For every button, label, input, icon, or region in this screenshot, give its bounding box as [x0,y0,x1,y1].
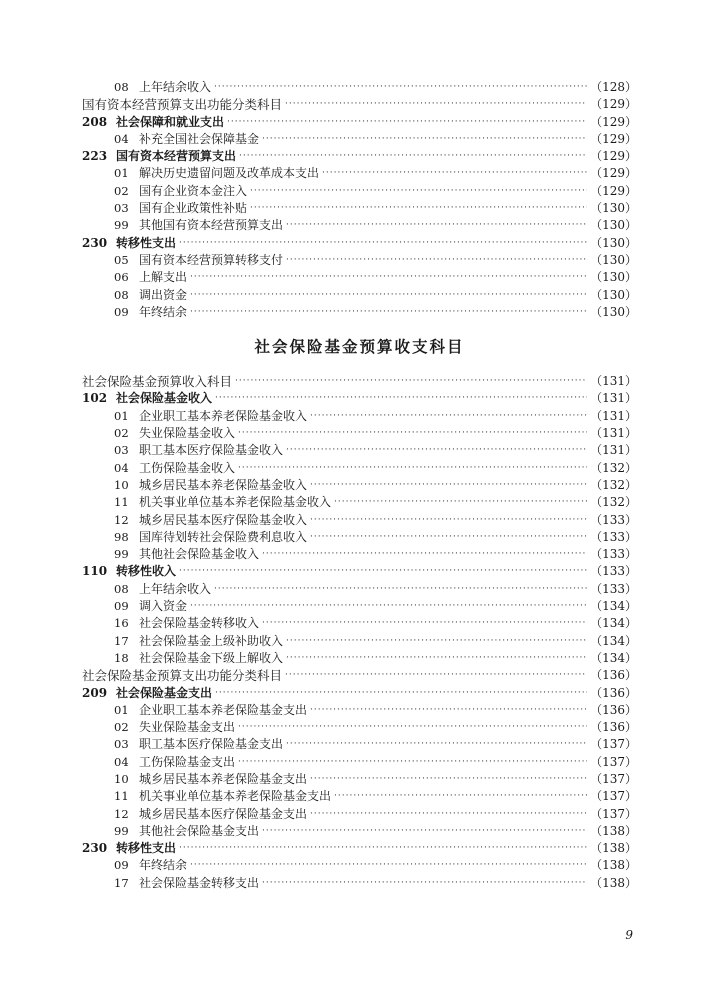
toc-entry-code: 10 [114,477,129,492]
toc-entry-label: 城乡居民基本医疗保险基金支出 [139,806,308,821]
toc-entry-page: （132） [590,460,637,475]
toc-entry[interactable] [82,304,637,321]
toc-entry-label: 上解支出 [139,270,188,285]
dot-leader [262,615,587,632]
toc-entry-page: （137） [590,737,637,752]
toc-entry-label: 机关事业单位基本养老保险基金收入 [139,495,332,510]
toc-entry-code: 12 [114,806,129,821]
toc-entry[interactable] [82,857,637,874]
toc-entry-page: （133） [590,564,637,579]
dot-leader [262,131,587,148]
toc-entry-code: 02 [114,183,129,198]
toc-entry-label: 企业职工基本养老保险基金支出 [139,702,308,717]
section-title: 社会保险基金预算收支科目 [254,337,465,357]
toc-entry-page: （129） [590,183,637,198]
toc-entry-code: 208 [82,114,108,129]
toc-entry-page: （133） [590,547,637,562]
dot-leader [250,200,587,217]
toc-entry-page: （138） [590,841,637,856]
dot-leader [190,857,587,874]
toc-entry-code: 11 [114,789,129,804]
toc-entry-page: （132） [590,477,637,492]
toc-entry-page: （138） [590,858,637,873]
toc-entry-code: 98 [114,529,129,544]
toc-entry[interactable] [82,477,637,494]
toc-entry[interactable] [82,494,637,511]
toc-entry-label: 转移性支出 [116,841,177,856]
toc-entry-code: 99 [114,823,129,838]
dot-leader [215,685,587,702]
toc-entry-page: （131） [590,408,637,423]
toc-entry-code: 04 [114,754,129,769]
toc-entry-code: 99 [114,547,129,562]
dot-leader [239,148,587,165]
toc-entry-page: （131） [590,426,637,441]
toc-entry-page: （129） [590,149,637,164]
toc-entry-code: 110 [82,564,108,579]
toc-entry-code: 12 [114,512,129,527]
toc-entry-code: 08 [114,80,129,94]
toc-entry-code: 06 [114,270,129,285]
toc-entry-code: 09 [114,304,129,319]
toc-entry[interactable] [82,131,637,148]
dot-leader [250,183,587,200]
toc-entry-label: 城乡居民基本养老保险基金收入 [139,477,308,492]
dot-leader [227,114,587,131]
dot-leader [238,754,587,771]
toc-entry[interactable] [82,771,637,788]
toc-entry-page: （128） [590,80,637,94]
toc-entry-label: 调出资金 [139,287,188,302]
toc-entry[interactable] [82,823,637,840]
dot-leader [286,442,587,459]
toc-entry-label: 国有企业资本金注入 [139,183,248,198]
toc-entry-label: 其他国有资本经营预算支出 [139,218,284,233]
toc-entry-page: （129） [590,166,637,181]
toc-entry-code: 102 [82,391,108,406]
toc-entry-page: （130） [590,252,637,267]
toc-entry-page: （136） [590,702,637,717]
dot-leader [190,287,587,304]
toc-entry[interactable] [82,581,637,598]
toc-entry[interactable] [82,806,637,823]
toc-entry-page: （131） [590,391,637,406]
toc-entry-label: 社会保险基金支出 [116,685,213,700]
toc-entry-label: 机关事业单位基本养老保险基金支出 [139,789,332,804]
toc-entry-code: 01 [114,408,129,423]
toc-entry-page: （134） [590,633,637,648]
toc-entry-label: 社会保险基金转移收入 [139,616,260,631]
toc-entry[interactable] [82,667,637,684]
toc-list-state-capital [82,79,637,321]
toc-entry-label: 其他社会保险基金支出 [139,823,260,838]
toc-entry[interactable] [82,390,637,407]
toc-entry-page: （130） [590,287,637,302]
toc-entry-label: 社会保险基金下级上解收入 [139,650,284,665]
toc-entry-code: 11 [114,495,129,510]
toc-entry-page: （132） [590,495,637,510]
toc-entry-label: 城乡居民基本医疗保险基金收入 [139,512,308,527]
toc-entry-label: 上年结余收入 [139,581,212,596]
toc-entry-code: 223 [82,149,108,164]
toc-entry[interactable] [82,200,637,217]
toc-entry-code: 01 [114,166,129,181]
toc-entry[interactable] [82,183,637,200]
toc-entry-code: 17 [114,633,129,648]
toc-entry-label: 其他社会保险基金收入 [139,547,260,562]
dot-leader [262,546,587,563]
toc-entry-code: 08 [114,581,129,596]
toc-entry-code: 03 [114,443,129,458]
toc-entry-code: 05 [114,252,129,267]
toc-entry[interactable] [82,373,637,390]
dot-leader [310,529,587,546]
toc-entry-code: 02 [114,426,129,441]
toc-entry-label: 年终结余 [139,304,188,319]
toc-entry-page: （138） [590,875,637,890]
toc-entry-label: 国有资本经营预算支出功能分类科目 [82,97,283,113]
toc-entry-label: 国有资本经营预算支出 [116,149,237,164]
toc-entry-page: （134） [590,650,637,665]
toc-entry-code: 16 [114,616,129,631]
toc-entry-code: 17 [114,875,129,890]
toc-entry-page: （130） [590,304,637,319]
toc-entry-code: 18 [114,650,129,665]
toc-entry-code: 08 [114,287,129,302]
toc-entry-page: （137） [590,754,637,769]
dot-leader [322,165,587,182]
toc-entry-label: 工伤保险基金支出 [139,754,236,769]
toc-entry[interactable] [82,460,637,477]
toc-entry-label: 上年结余收入 [139,80,212,94]
toc-list-social-insurance [82,373,637,892]
toc-entry[interactable] [82,408,637,425]
toc-entry-page: （134） [590,599,637,614]
dot-leader [286,252,587,269]
toc-entry-code: 01 [114,702,129,717]
toc-entry-page: （131） [590,443,637,458]
toc-entry-page: （130） [590,235,637,250]
toc-entry-label: 补充全国社会保障基金 [139,131,260,146]
dot-leader [190,598,587,615]
toc-entry-label: 失业保险基金收入 [139,426,236,441]
toc-entry-page: （129） [590,114,637,129]
toc-entry-page: （137） [590,806,637,821]
toc-entry-label: 社会保障和就业支出 [116,114,225,129]
toc-entry-label: 职工基本医疗保险基金支出 [139,737,284,752]
dot-leader [262,823,587,840]
dot-leader [310,702,587,719]
toc-entry-page: （134） [590,616,637,631]
toc-entry-code: 03 [114,201,129,216]
dot-leader [334,494,587,511]
toc-entry-label: 职工基本医疗保险基金收入 [139,443,284,458]
toc-entry-page: （137） [590,789,637,804]
toc-entry[interactable] [82,512,637,529]
toc-entry[interactable] [82,788,637,805]
toc-entry[interactable] [82,685,637,702]
toc-entry[interactable] [82,736,637,753]
dot-leader [179,563,587,580]
toc-entry-code: 09 [114,599,129,614]
toc-entry-page: （137） [590,771,637,786]
toc-entry-label: 社会保险基金预算支出功能分类科目 [82,668,283,684]
toc-entry-label: 转移性支出 [116,235,177,250]
toc-entry[interactable] [82,633,637,650]
toc-entry[interactable] [82,79,637,96]
toc-entry-page: （138） [590,823,637,838]
toc-entry[interactable] [82,442,637,459]
toc-entry-label: 社会保险基金转移支出 [139,875,260,890]
toc-entry[interactable] [82,269,637,286]
toc-entry-page: （136） [590,685,637,700]
toc-entry[interactable] [82,425,637,442]
toc-entry-label: 国库待划转社会保险费利息收入 [139,529,308,544]
toc-entry-page: （133） [590,512,637,527]
toc-entry-label: 转移性收入 [116,564,177,579]
dot-leader [238,425,587,442]
toc-entry-code: 209 [82,685,108,700]
dot-leader [262,875,587,892]
dot-leader [238,719,587,736]
toc-entry[interactable] [82,546,637,563]
dot-leader [310,477,587,494]
dot-leader [179,840,587,857]
toc-entry-code: 03 [114,737,129,752]
dot-leader [286,650,587,667]
dot-leader [286,736,587,753]
toc-entry-label: 城乡居民基本养老保险基金支出 [139,771,308,786]
toc-entry-code: 09 [114,858,129,873]
toc-entry[interactable] [82,875,637,892]
toc-entry-code: 99 [114,218,129,233]
toc-entry-code: 02 [114,720,129,735]
toc-entry[interactable] [82,529,637,546]
toc-entry[interactable] [82,287,637,304]
toc-entry-code: 10 [114,771,129,786]
dot-leader [334,788,587,805]
dot-leader [310,408,587,425]
toc-entry[interactable] [82,598,637,615]
toc-entry-code: 230 [82,841,108,856]
toc-entry-page: （130） [590,218,637,233]
toc-entry[interactable] [82,702,637,719]
dot-leader [238,460,587,477]
toc-entry-page: （133） [590,581,637,596]
dot-leader [286,633,587,650]
toc-entry-label: 工伤保险基金收入 [139,460,236,475]
toc-entry-label: 国有资本经营预算转移支付 [139,252,284,267]
toc-entry-page: （130） [590,201,637,216]
dot-leader [190,304,587,321]
toc-entry[interactable] [82,719,637,736]
toc-entry-page: （136） [590,668,637,683]
toc-entry-code: 04 [114,460,129,475]
toc-entry[interactable] [82,563,637,580]
dot-leader [310,771,587,788]
toc-entry[interactable] [82,217,637,234]
toc-entry-label: 失业保险基金支出 [139,720,236,735]
dot-leader [179,235,587,252]
dot-leader [310,806,587,823]
dot-leader [235,373,587,390]
dot-leader [215,390,587,407]
toc-entry[interactable] [82,96,637,113]
toc-entry-page: （136） [590,720,637,735]
toc-entry-page: （129） [590,97,637,112]
toc-entry[interactable] [82,165,637,182]
toc-entry-code: 230 [82,235,108,250]
toc-entry-page: （131） [590,374,637,389]
toc-entry-label: 调入资金 [139,599,188,614]
dot-leader [190,269,587,286]
dot-leader [310,512,587,529]
toc-entry-label: 解决历史遗留问题及改革成本支出 [139,166,320,181]
toc-entry[interactable] [82,148,637,165]
page-number: 9 [625,928,633,942]
toc-entry[interactable] [82,114,637,131]
toc-entry-label: 社会保险基金预算收入科目 [82,374,233,390]
toc-entry-label: 社会保险基金上级补助收入 [139,633,284,648]
toc-entry-label: 企业职工基本养老保险基金收入 [139,408,308,423]
toc-entry-label: 年终结余 [139,858,188,873]
toc-entry[interactable] [82,235,637,252]
toc-entry[interactable] [82,840,637,857]
toc-entry[interactable] [82,754,637,771]
dot-leader [285,96,587,113]
toc-entry-code: 04 [114,131,129,146]
dot-leader [285,667,587,684]
table-of-contents [82,79,637,892]
toc-entry[interactable] [82,650,637,667]
toc-entry-label: 国有企业政策性补贴 [139,201,248,216]
toc-entry[interactable] [82,252,637,269]
dot-leader [214,581,587,598]
toc-entry-page: （133） [590,529,637,544]
toc-entry-page: （129） [590,131,637,146]
dot-leader [214,79,587,96]
dot-leader [286,217,587,234]
toc-entry-page: （130） [590,270,637,285]
toc-entry-label: 社会保险基金收入 [116,391,213,406]
toc-entry[interactable] [82,615,637,632]
